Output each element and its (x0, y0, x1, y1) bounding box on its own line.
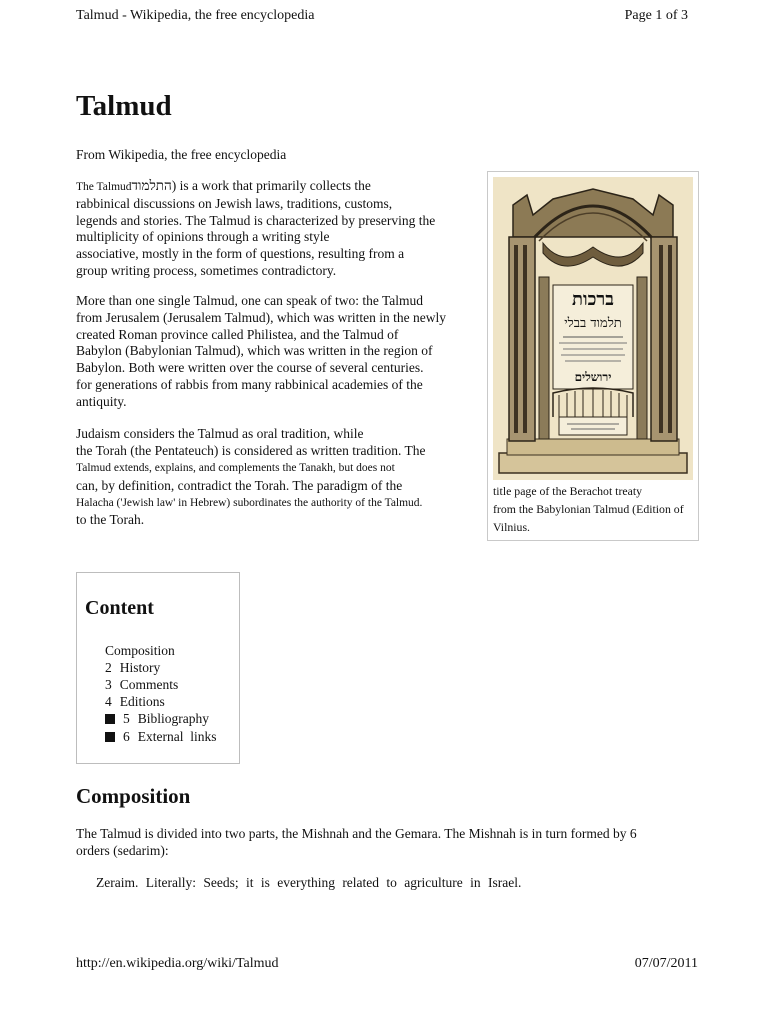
toc-item-label: History (119, 660, 161, 675)
toc-item-number: 4 (105, 694, 112, 709)
intro-lead: The Talmud (76, 181, 132, 193)
toc-list (105, 642, 216, 746)
para-line: Babylon (Babylonian Talmud), which was written in the region of (76, 343, 433, 359)
intro-line: group writing process, sometimes contradictory. (76, 262, 337, 278)
intro-paragraph (76, 178, 476, 280)
intro-line: legends and stories. The Talmud is characterized by preserving the (76, 212, 436, 228)
page-subtitle: From Wikipedia, the free encyclopedia (76, 147, 287, 162)
para-line: created Roman province called Philistea, and the Talmud of (76, 326, 399, 342)
toc-item-number: 2 (105, 660, 112, 675)
para-line: Halacha ('Jewish law' in Hebrew) subordinates the authority of the Talmud. (76, 497, 423, 510)
hebrew-subtitle-text: תלמוד בבלי (564, 316, 622, 331)
para-line: Talmud extends, explains, and complements the Tanakh, but does not (76, 461, 395, 474)
para-line: Babylon. Both were written over the course of several centuries. (76, 360, 424, 376)
para-line: More than one single Talmud, one can speak of two: the Talmud (76, 293, 424, 308)
toc-item-number: 6 (123, 729, 130, 744)
toc-item[interactable] (105, 659, 216, 676)
figure-caption (493, 482, 701, 536)
title-page-figure (487, 171, 699, 541)
square-bullet-icon (105, 714, 115, 724)
para-line: antiquity. (76, 393, 127, 409)
para-line: from Jerusalem (Jerusalem Talmud), which was written in the newly (76, 309, 446, 325)
toc-item-number: 5 (123, 711, 130, 726)
intro-line (76, 178, 476, 196)
toc-item[interactable] (105, 676, 216, 693)
toc-heading: Content (85, 597, 154, 619)
zeraim-item: Zeraim. Literally: Seeds; it is everything related to agriculture in Israel. (96, 875, 522, 890)
hebrew-city-text: ירושלים (574, 370, 612, 384)
print-header-page-number: Page 1 of 3 (624, 8, 688, 23)
para-line: the Torah (the Pentateuch) is considered as written tradition. The (76, 442, 426, 458)
toc-item-label: External links (137, 729, 217, 744)
toc-item-label: Comments (119, 677, 179, 692)
toc-item[interactable] (105, 728, 216, 746)
print-header-title: Talmud - Wikipedia, the free encyclopedia (76, 8, 315, 23)
toc-item[interactable] (105, 642, 216, 659)
square-bullet-icon (105, 732, 115, 742)
section-heading-composition: Composition (76, 784, 191, 808)
toc-item-label: Bibliography (137, 711, 209, 726)
hebrew-term: התלמוד (131, 178, 172, 193)
caption-line: Vilnius. (493, 520, 530, 534)
composition-line: The Talmud is divided into two parts, the Mishnah and the Gemara. The Mishnah is in turn formed by 6 (76, 826, 637, 841)
footer-url[interactable]: http://en.wikipedia.org/wiki/Talmud (76, 956, 279, 971)
para-line: for generations of rabbis from many rabbinical academies of the (76, 376, 423, 392)
intro-line: multiplicity of opinions through a writing style (76, 229, 330, 245)
toc-item-number: 3 (105, 677, 112, 692)
para-line: to the Torah. (76, 511, 145, 527)
composition-paragraph (76, 825, 637, 859)
para-line: Judaism considers the Talmud as oral tradition, while (76, 426, 364, 441)
hebrew-title-text: ברכות (572, 289, 614, 310)
intro-line: associative, mostly in the form of questions, resulting from a (76, 246, 405, 262)
page-title: Talmud (76, 90, 172, 122)
talmud-title-page-image[interactable] (493, 177, 693, 480)
third-paragraph (76, 426, 476, 529)
toc-item-label: Composition (105, 643, 175, 658)
toc-item-label: Editions (119, 694, 165, 709)
second-paragraph (76, 293, 476, 411)
table-of-contents (76, 572, 240, 764)
footer-date: 07/07/2011 (634, 956, 698, 971)
caption-line: from the Babylonian Talmud (Edition of (493, 502, 684, 516)
composition-line: orders (sedarim): (76, 843, 169, 858)
intro-line-rest: ) is a work that primarily collects the (171, 178, 371, 193)
intro-line: rabbinical discussions on Jewish laws, traditions, customs, (76, 195, 393, 211)
para-line: can, by definition, contradict the Torah. The paradigm of the (76, 478, 403, 494)
toc-item[interactable] (105, 693, 216, 710)
toc-item[interactable] (105, 710, 216, 728)
caption-line: title page of the Berachot treaty (493, 484, 643, 498)
